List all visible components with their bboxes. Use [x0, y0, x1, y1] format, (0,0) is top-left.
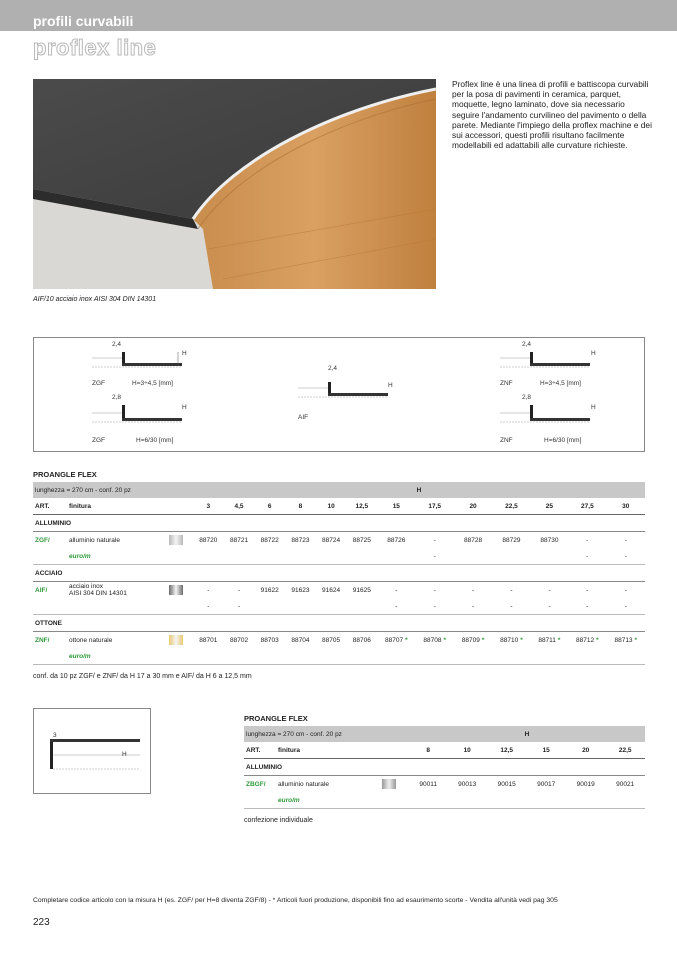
finish-spec: AISI 304 DIN 14301 — [69, 590, 127, 597]
euro-value: - — [492, 598, 530, 615]
table2-code: 90021 — [616, 780, 635, 788]
euro-value: - — [224, 598, 255, 615]
table1-code — [568, 582, 606, 599]
code-value: - — [237, 586, 241, 594]
table1-size: 4,5 — [224, 498, 255, 515]
zgf-dim-label-2: 2,8 — [112, 394, 122, 401]
code-value: 88723 — [291, 536, 310, 544]
table1-size: 10 — [316, 498, 347, 515]
zgf-profile-drawing — [92, 346, 192, 368]
table1-code — [285, 582, 316, 599]
code-value: 91622 — [260, 586, 279, 594]
euro-value: - — [568, 548, 606, 565]
table-row — [33, 532, 645, 549]
code-value: 91624 — [322, 586, 341, 594]
table1-group-row — [33, 615, 645, 632]
page-number: 223 — [33, 917, 50, 928]
table1-bar-h: H — [193, 482, 645, 498]
table1-code — [316, 532, 347, 549]
table1-code — [224, 582, 255, 599]
table2-size: 10 — [447, 742, 487, 759]
table1-code — [254, 582, 285, 599]
photo-caption: AIF/10 acciaio inox AISI 304 DIN 14301 — [33, 296, 157, 303]
table1-size: 25 — [531, 498, 569, 515]
code-value: 88729 — [502, 536, 521, 544]
table1-size: 3 — [193, 498, 224, 515]
profile-diagrams — [33, 337, 645, 452]
finish-swatch — [169, 535, 183, 545]
table1 — [33, 482, 645, 665]
aif-h-label: H — [388, 382, 393, 389]
table1-finish — [69, 582, 169, 599]
euro-value — [377, 648, 415, 665]
znf-h-label: H — [591, 350, 596, 357]
euro-value — [531, 648, 569, 665]
table1-col-finish: finitura — [69, 498, 169, 515]
table1-group-name: OTTONE — [33, 615, 645, 632]
table1-code — [316, 582, 347, 599]
discontinued-star: * — [596, 636, 599, 644]
finish-name: acciaio inox — [69, 583, 103, 590]
table2-size: 12,5 — [487, 742, 527, 759]
code-value: 88703 — [260, 636, 279, 644]
table1-code — [346, 632, 377, 649]
table1-euro-label: euro/m — [69, 648, 169, 665]
euro-value — [316, 598, 347, 615]
aif-dim-label: 2,4 — [328, 365, 338, 372]
zgf-code-label-2: ZGF — [92, 437, 105, 444]
table1-code — [224, 632, 255, 649]
table-row — [33, 598, 645, 615]
table1-size: 15 — [377, 498, 415, 515]
table1-section — [33, 470, 645, 680]
code-value: 91623 — [291, 586, 310, 594]
euro-value: - — [416, 598, 454, 615]
table1-code — [224, 532, 255, 549]
table1-code — [346, 582, 377, 599]
discontinued-star: * — [520, 636, 523, 644]
euro-value: - — [607, 598, 645, 615]
euro-value — [224, 648, 255, 665]
table2-group-name: ALLUMINIO — [244, 759, 645, 776]
table2-size: 8 — [409, 742, 447, 759]
section-title: profili curvabili — [33, 13, 134, 29]
discontinued-star: * — [557, 636, 561, 644]
finish-swatch — [382, 779, 396, 789]
table1-bar-left: lunghezza = 270 cm - conf. 20 pz — [33, 482, 193, 498]
euro-value — [531, 548, 569, 565]
code-value: 88726 — [387, 536, 406, 544]
code-value: 88728 — [464, 536, 483, 544]
table1-size: 22,5 — [492, 498, 530, 515]
table1-group-row — [33, 565, 645, 582]
table1-code — [531, 632, 569, 649]
table2-col-art: ART. — [244, 742, 278, 759]
finish-name: alluminio naturale — [69, 536, 120, 544]
aif-code-label: AIF — [298, 414, 309, 421]
table2-bar — [244, 726, 645, 742]
table1-code — [416, 532, 454, 549]
euro-value — [492, 548, 530, 565]
table1-code — [492, 582, 530, 599]
euro-value — [254, 598, 285, 615]
table2-art-code: ZBGF/ — [246, 780, 266, 788]
znf-range-label: H=3÷4,5 [mm] — [540, 380, 581, 387]
table-row — [33, 632, 645, 649]
table-row — [33, 548, 645, 565]
code-value: - — [433, 536, 436, 544]
table1-code — [492, 532, 530, 549]
table1-code — [346, 532, 377, 549]
table2-code: 90013 — [458, 780, 477, 788]
table1-size: 17,5 — [416, 498, 454, 515]
table1-code — [568, 532, 606, 549]
table-row — [244, 776, 645, 793]
code-value: - — [433, 586, 436, 594]
table2-code: 90017 — [537, 780, 556, 788]
table1-code — [254, 532, 285, 549]
product-photo — [33, 79, 436, 289]
code-value: 88701 — [199, 636, 218, 644]
euro-value — [224, 548, 255, 565]
table1-code — [285, 632, 316, 649]
code-value: 88713 — [614, 636, 633, 644]
code-value: - — [207, 586, 210, 594]
table1-code — [607, 632, 645, 649]
table1-code — [454, 532, 492, 549]
euro-value — [416, 648, 454, 665]
euro-value: - — [531, 598, 569, 615]
code-value: 91625 — [352, 586, 371, 594]
table1-note: conf. da 10 pz ZGF/ e ZNF/ da H 17 a 30 mm e AIF/ da H 6 a 12,5 mm — [33, 673, 252, 680]
table1-bar — [33, 482, 645, 498]
euro-value — [254, 548, 285, 565]
table-row — [244, 792, 645, 809]
table1-code — [607, 582, 645, 599]
zbgf-dim-label: 3 — [53, 732, 57, 739]
table1-code — [531, 532, 569, 549]
znf-dim-label-2: 2,8 — [522, 394, 532, 401]
table1-code — [285, 532, 316, 549]
code-value: 88706 — [352, 636, 371, 644]
footer-note: Completare codice articolo con la misura H (es. ZGF/ per H=8 diventa ZGF/8) - * Articoli fuori produzione, disponibili fino ad esaurimento scorte - Vendita all'unità vedi pag 305 — [33, 897, 558, 904]
table1-code — [416, 632, 454, 649]
table1-code — [607, 532, 645, 549]
table1-code — [531, 582, 569, 599]
euro-value — [346, 548, 377, 565]
euro-value — [316, 548, 347, 565]
euro-value — [193, 648, 224, 665]
euro-value — [377, 548, 415, 565]
code-value: 88722 — [260, 536, 279, 544]
table2-bar-left: lunghezza = 270 cm - conf. 20 pz — [244, 726, 409, 742]
discontinued-star: * — [481, 636, 485, 644]
table2-euro-label: euro/m — [278, 792, 382, 809]
euro-value — [454, 548, 492, 565]
table2-size: 20 — [566, 742, 606, 759]
zgf-h-label-2: H — [182, 404, 187, 411]
euro-value: - — [377, 598, 415, 615]
discontinued-star: * — [634, 636, 638, 644]
code-value: - — [471, 586, 475, 594]
code-value: 88708 — [423, 636, 442, 644]
table1-code — [568, 632, 606, 649]
euro-value — [346, 598, 377, 615]
table1-art-code: AIF/ — [35, 586, 48, 594]
code-value: - — [510, 586, 513, 594]
table2-code: 90015 — [497, 780, 516, 788]
table2-col-finish: finitura — [278, 742, 382, 759]
finish-name: ottone naturale — [69, 636, 113, 644]
znf-range-label-2: H=6/30 [mm] — [544, 437, 582, 444]
code-value: 88707 — [385, 636, 404, 644]
zbgf-diagram — [33, 708, 151, 794]
table1-group-row — [33, 515, 645, 532]
table1-size: 30 — [607, 498, 645, 515]
table1-size: 27,5 — [568, 498, 606, 515]
table2-size: 15 — [526, 742, 566, 759]
table1-code — [454, 582, 492, 599]
code-value: 88710 — [500, 636, 519, 644]
table1-group-name: ALLUMINIO — [33, 515, 645, 532]
code-value: 88705 — [322, 636, 341, 644]
table1-size: 8 — [285, 498, 316, 515]
discontinued-star: * — [443, 636, 446, 644]
discontinued-star: * — [405, 636, 408, 644]
euro-value — [316, 648, 347, 665]
table1-title: PROANGLE FLEX — [33, 470, 97, 479]
code-value: - — [624, 536, 627, 544]
code-value: - — [586, 536, 589, 544]
znf-code-label-2: ZNF — [500, 437, 513, 444]
euro-value — [285, 648, 316, 665]
euro-value — [285, 548, 316, 565]
table1-code — [193, 532, 224, 549]
code-value: 88702 — [229, 636, 249, 644]
znf-dim-label: 2,4 — [522, 341, 532, 348]
zgf-dim-label: 2,4 — [112, 341, 122, 348]
table1-euro-label: euro/m — [69, 548, 169, 565]
code-value: 88709 — [461, 636, 480, 644]
code-value: - — [624, 586, 627, 594]
finish-swatch — [169, 635, 183, 645]
table1-art-code: ZGF/ — [35, 536, 50, 544]
table2-section — [244, 714, 645, 824]
code-value: 88730 — [540, 536, 559, 544]
table1-code — [416, 582, 454, 599]
table1-code — [492, 632, 530, 649]
table-row — [33, 582, 645, 599]
code-value: 88704 — [291, 636, 310, 644]
euro-value — [454, 648, 492, 665]
table2-bar-h: H — [409, 726, 645, 742]
table1-size: 20 — [454, 498, 492, 515]
table1-code — [193, 582, 224, 599]
aif-profile-drawing — [298, 376, 398, 398]
table1-code — [377, 632, 415, 649]
table1-size: 12,5 — [346, 498, 377, 515]
zgf-range-label: H=3÷4,5 [mm] — [132, 380, 173, 387]
znf-code-label: ZNF — [500, 380, 513, 387]
table1-header — [33, 498, 645, 515]
table2-size: 22,5 — [605, 742, 645, 759]
table1-code — [377, 532, 415, 549]
table2-title: PROANGLE FLEX — [244, 714, 308, 723]
code-value: 88712 — [576, 636, 595, 644]
table2-group-row — [244, 759, 645, 776]
table1-code — [316, 632, 347, 649]
zgf-profile-drawing-2 — [92, 401, 192, 423]
table1-code — [454, 632, 492, 649]
euro-value: - — [416, 548, 454, 565]
zbgf-h-label: H — [122, 751, 127, 758]
table-row — [33, 648, 645, 665]
znf-profile-drawing-2 — [500, 401, 600, 423]
euro-value — [492, 648, 530, 665]
table1-finish — [69, 632, 169, 649]
znf-h-label-2: H — [591, 404, 596, 411]
table1-code — [254, 632, 285, 649]
euro-value — [193, 548, 224, 565]
table1-code — [377, 582, 415, 599]
code-value: - — [395, 586, 398, 594]
table2-finish: alluminio naturale — [278, 780, 329, 788]
table1-size: 6 — [254, 498, 285, 515]
euro-value — [607, 648, 645, 665]
table2-code: 90019 — [576, 780, 595, 788]
table1-euro-label — [69, 598, 169, 615]
euro-value — [254, 648, 285, 665]
zbgf-profile-drawing — [42, 729, 142, 779]
zgf-code-label: ZGF — [92, 380, 105, 387]
finish-swatch — [169, 585, 183, 595]
table1-code — [193, 632, 224, 649]
table1-group-name: ACCIAIO — [33, 565, 645, 582]
znf-profile-drawing — [500, 346, 600, 368]
euro-value: - — [454, 598, 492, 615]
code-value: - — [586, 586, 589, 594]
euro-value — [285, 598, 316, 615]
intro-text: Proflex line è una linea di profili e battiscopa curvabili per la posa di pavimenti in ceramica, parquet, moquette, legno laminato, dove sia necessario seguire l'andamento curvilineo del pavimento o della parete. Mediante l'impiego della proflex machine e dei sui accessori, questi profili risultano facilmente modellabili ed adattabili alle curvature richieste. — [452, 79, 652, 151]
table2-code: 90011 — [419, 780, 438, 788]
table2-note: confezione individuale — [244, 817, 313, 824]
euro-value — [346, 648, 377, 665]
euro-value — [568, 648, 606, 665]
code-value: 88711 — [538, 636, 556, 644]
table1-art-code: ZNF/ — [35, 636, 50, 644]
code-value: 88720 — [199, 536, 218, 544]
euro-value: - — [607, 548, 645, 565]
table1-col-art: ART. — [33, 498, 69, 515]
euro-value: - — [193, 598, 224, 615]
code-value: 88725 — [352, 536, 371, 544]
code-value: 88724 — [322, 536, 341, 544]
product-line-title: proflex line — [33, 35, 157, 60]
table2-header — [244, 742, 645, 759]
zgf-h-label: H — [182, 350, 187, 357]
code-value: 88721 — [229, 536, 249, 544]
code-value: - — [548, 586, 551, 594]
euro-value: - — [568, 598, 606, 615]
zgf-range-label-2: H=6/30 [mm] — [136, 437, 174, 444]
table2 — [244, 726, 645, 809]
table1-finish — [69, 532, 169, 549]
